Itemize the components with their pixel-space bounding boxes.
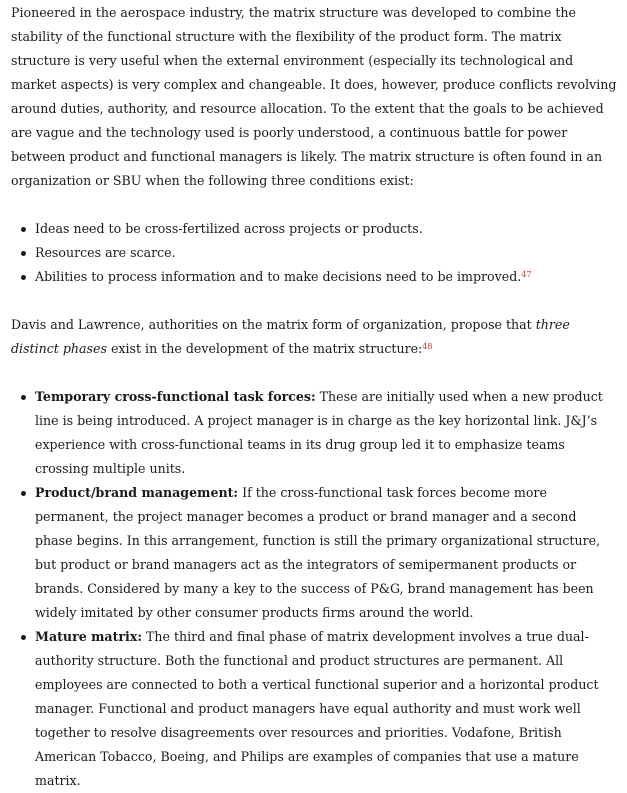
- phase-item: [35, 625, 617, 793]
- davis-emphasis: three distinct phases: [11, 317, 570, 356]
- phase-text: These are initially used when a new product line is being introduced. A project manager is in charge as the key horizontal link. J&J’s experience with cross-functional teams in its drug group led it to emphasize teams crossing multiple units.: [35, 389, 603, 476]
- phase-term: Mature matrix:: [35, 629, 142, 644]
- phase-item: [35, 385, 617, 481]
- davis-text-after: exist in the development of the matrix structure:: [106, 341, 423, 356]
- document-page: [0, 1, 627, 793]
- footnote-ref-47[interactable]: 47: [521, 270, 532, 279]
- phase-text: If the cross-functional task forces become more permanent, the project manager becomes a product or brand manager and a second phase begins. In this arrangement, function is still the primary organizational structure, but product or brand managers act as the integrators of semipermanent products or brands. Considered by many a key to the success of P&G, brand management has been widely imitated by other consumer products firms around the world.: [35, 485, 601, 620]
- phase-text: The third and final phase of matrix development involves a true dual-authority structure. Both the functional and product structures are permanent. All employees are connected to both a vertical functional superior and a horizontal product manager. Functional and product managers have equal authority and must work well together to resolve disagreements over resources and priorities. Vodafone, British American Tobacco, Boeing, and Philips are examples of companies that use a mature matrix.: [35, 629, 599, 788]
- condition-text: Resources are scarce.: [35, 245, 176, 260]
- intro-paragraph: Pioneered in the aerospace industry, the matrix structure was developed to combine the stability of the functional structure with the flexibility of the product form. The matrix structure is very useful when the external environment (especially its technological and market aspects) is very complex and changeable. It does, however, produce conflicts revolving around duties, authority, and resource allocation. To the extent that the goals to be achieved are vague and the technology used is poorly understood, a continuous battle for power between product and functional managers is likely. The matrix structure is often found in an organization or SBU when the following three conditions exist:: [11, 5, 617, 188]
- phase-term: Temporary cross-functional task forces:: [35, 389, 316, 404]
- condition-item: [35, 265, 617, 289]
- condition-text: Ideas need to be cross-fertilized across projects or products.: [35, 221, 423, 236]
- phase-item: [35, 481, 617, 625]
- davis-text-before: Davis and Lawrence, authorities on the matrix form of organization, propose that: [11, 317, 536, 332]
- condition-item: [35, 217, 617, 241]
- condition-text: Abilities to process information and to make decisions need to be improved.: [35, 269, 522, 284]
- phases-list: [11, 385, 617, 793]
- davis-paragraph: [11, 313, 617, 361]
- condition-item: [35, 241, 617, 265]
- footnote-ref-48[interactable]: 48: [422, 342, 433, 351]
- phase-term: Product/brand management:: [35, 485, 239, 500]
- conditions-list: [11, 217, 617, 289]
